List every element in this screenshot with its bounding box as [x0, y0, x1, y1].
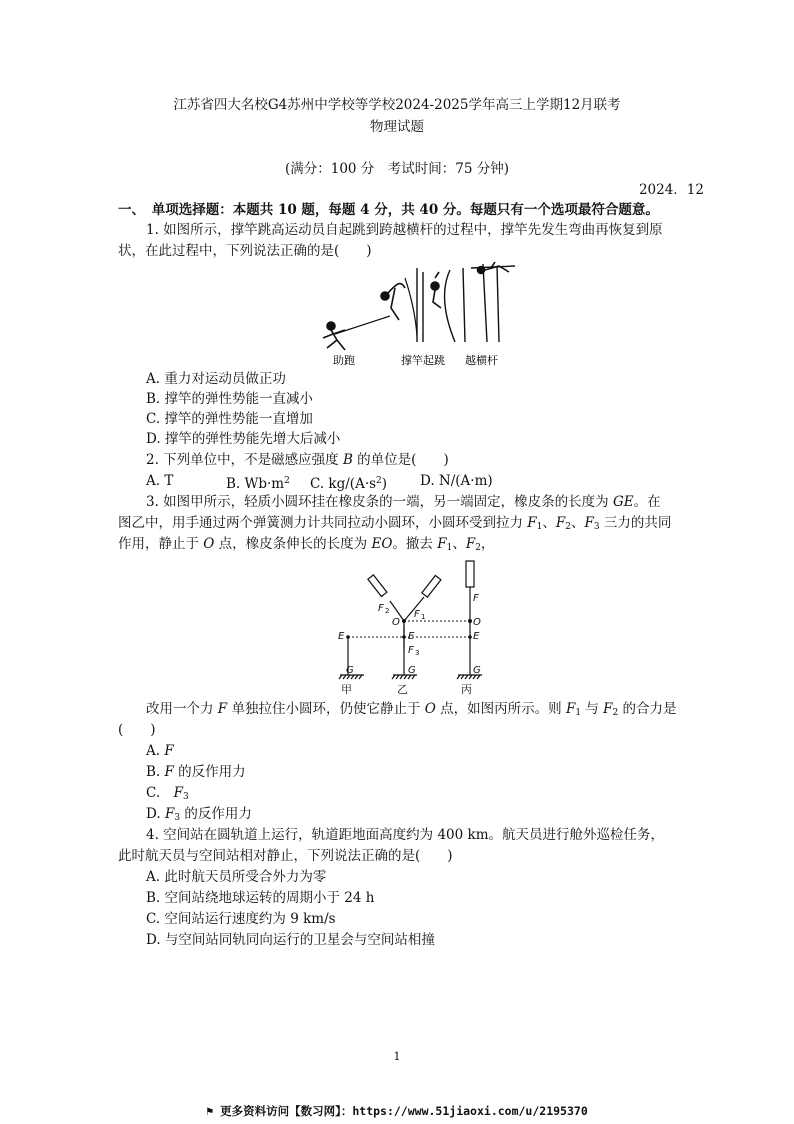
footer-link[interactable]: ⚑ 更多资料访问【数习网】：https://www.51jiaoxi.com/u/2195370 — [206, 1104, 588, 1118]
exam-subject: 物理试题 — [370, 119, 424, 135]
svg-text:F: F — [408, 645, 414, 656]
q4-stem-line1: 4. 空间站在圆轨道上运行，轨道距地面高度约为 400 km。航天员进行舱外巡检任务， — [146, 827, 665, 843]
svg-text:丙: 丙 — [461, 683, 472, 696]
q3-option-b: B. F 的反作用力 — [146, 764, 246, 780]
q3-stem-line4: 改用一个力 F 单独拉住小圆环，仍使它静止于 O 点，如图丙所示。则 $F_1$ 与 $F_2$ 的合力是 — [146, 701, 677, 718]
q4-option-b: B. 空间站绕地球运转的周期小于 24 h — [146, 890, 375, 906]
q1-option-d: D. 撑竿的弹性势能先增大后减小 — [146, 431, 341, 447]
q3-stem-line5: ( ) — [118, 722, 156, 738]
q4-stem-line2: 此时航天员与空间站相对静止，下列说法正确的是( ) — [118, 848, 453, 864]
fig1-label-takeoff: 撑竿起跳 — [401, 354, 445, 367]
svg-text:G: G — [346, 665, 354, 676]
q1-option-a: A. 重力对运动员做正功 — [146, 371, 286, 387]
svg-text:E: E — [408, 631, 415, 642]
svg-text:F: F — [378, 603, 384, 614]
svg-text:2: 2 — [385, 607, 390, 615]
svg-text:G: G — [473, 665, 481, 676]
q3-stem-line1: 3. 如图甲所示，轻质小圆环挂在橡皮条的一端，另一端固定，橡皮条的长度为 GE。在 — [146, 494, 661, 510]
q1-stem-line1: 1. 如图所示，撑竿跳高运动员自起跳到跨越横杆的过程中，撑竿先发生弯曲再恢复到原 — [146, 222, 663, 238]
q3-option-a: A. F — [146, 743, 174, 759]
svg-text:甲: 甲 — [341, 683, 352, 696]
svg-text:3: 3 — [415, 649, 420, 657]
exam-title: 江苏省四大名校G4苏州中学校等学校2024-2025学年高三上学期12月联考 — [173, 97, 621, 113]
poles — [417, 264, 515, 342]
svg-text:F: F — [414, 609, 420, 620]
q1-option-c: C. 撑竿的弹性势能一直增加 — [146, 411, 313, 427]
section-heading: 一、 单项选择题：本题共 10 题，每题 4 分，共 40 分。每题只有一个选项最符合题意。 — [118, 202, 659, 218]
svg-text:E: E — [473, 631, 480, 642]
pole-vault-figure — [305, 258, 525, 368]
q2-option-c: C. $kg/(A\cdot s^2)$ — [310, 476, 388, 492]
exam-date: 2024．12 — [638, 182, 704, 198]
svg-text:G: G — [408, 665, 416, 676]
q4-option-c: C. 空间站运行速度约为 9 km/s — [146, 911, 336, 927]
svg-text:F: F — [473, 593, 479, 604]
runner-figure — [323, 316, 390, 350]
exam-meta: (满分：100 分 考试时间：75 分钟) — [284, 161, 510, 177]
q3-option-c: C. $F_3$ — [146, 785, 189, 802]
q4-option-a: A. 此时航天员所受合外力为零 — [146, 869, 327, 885]
svg-text:1: 1 — [421, 613, 426, 621]
fig1-label-run: 助跑 — [333, 354, 355, 367]
q2-option-a: A. T — [146, 473, 174, 489]
q3-stem-line3: 作用，静止于 O 点，橡皮条伸长的长度为 EO。撤去 $F_1$、$F_2$， — [118, 536, 495, 553]
page-number: 1 — [393, 1050, 401, 1063]
takeoff-figure — [381, 278, 417, 336]
q3-option-d: D. $F_3$ 的反作用力 — [146, 806, 252, 823]
q1-stem-line2: 状，在此过程中，下列说法正确的是( ) — [118, 243, 372, 259]
svg-text:O: O — [473, 617, 481, 628]
fig1-label-cross: 越横杆 — [465, 354, 498, 367]
q2-option-b: B. $Wb\cdot m^2$ — [226, 476, 290, 492]
q4-option-d: D. 与空间站同轨同向运行的卫星会与空间站相撞 — [146, 932, 435, 948]
q3-stem-line2: 图乙中，用手通过两个弹簧测力计共同拉动小圆环，小圆环受到拉力 $F_1$、$F_2$、$F_3$ 三力的共同 — [118, 515, 672, 532]
q2-stem: 2. 下列单位中，不是磁感应强度 B 的单位是( ) — [146, 452, 449, 468]
force-figure — [330, 553, 490, 698]
q1-option-b: B. 撑竿的弹性势能一直减小 — [146, 391, 314, 407]
flag-icon: ⚑ — [206, 1104, 221, 1118]
svg-text:E: E — [338, 631, 345, 642]
q2-option-d: D. N/(A·m) — [420, 473, 493, 489]
svg-text:O: O — [392, 617, 400, 628]
svg-text:乙: 乙 — [397, 683, 408, 696]
